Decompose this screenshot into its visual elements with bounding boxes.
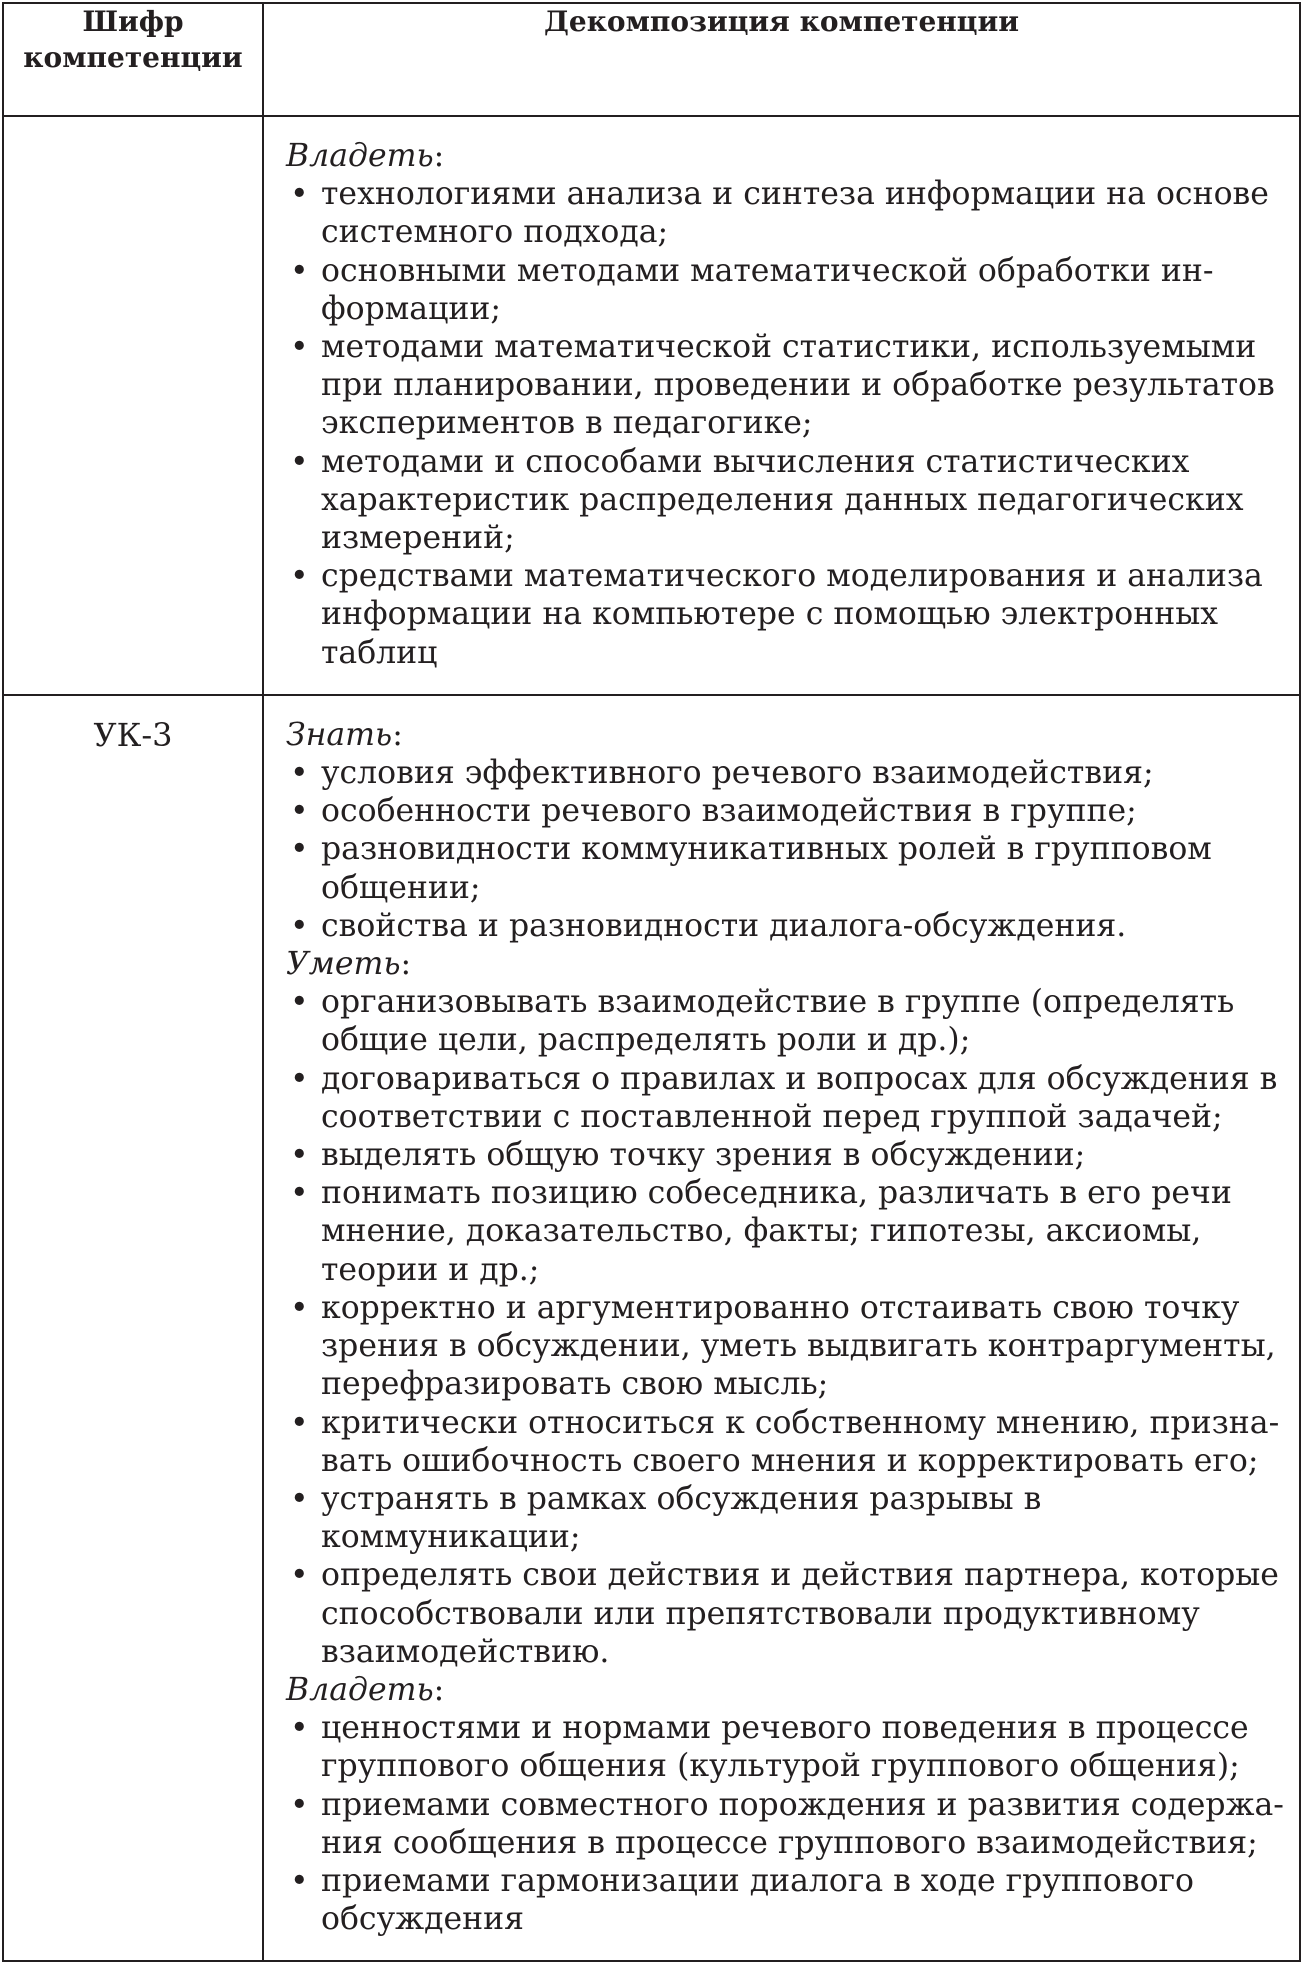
list-item (286, 1174, 1287, 1289)
skill-group (286, 945, 1287, 1671)
header-competency-code (3, 3, 263, 116)
bullet-icon: • (290, 984, 309, 1021)
competency-code-cell (3, 695, 263, 1962)
list-item (286, 1404, 1287, 1480)
header-competency-decomposition (263, 3, 1300, 116)
skill-group-colon: : (400, 946, 412, 983)
skill-group-label: Владеть (286, 138, 434, 174)
bullet-icon: • (290, 176, 309, 213)
list-item-text: выделять общую точку зрения в обсуждении; (321, 1137, 1086, 1174)
list-item (286, 754, 1287, 792)
bullet-icon: • (290, 558, 309, 595)
bullet-icon: • (290, 443, 309, 480)
bullet-icon: • (290, 252, 309, 289)
list-item (286, 557, 1287, 672)
header-decomposition-label: Декомпозиция компетенции (543, 5, 1020, 38)
list-item-text: приемами совместного порождения и развития содержания сообщения в процессе группового взаимодействия; (321, 1786, 1284, 1861)
table-header-row (3, 3, 1300, 116)
bullet-icon: • (290, 793, 309, 830)
skill-list (286, 983, 1287, 1671)
list-item (286, 907, 1287, 945)
list-item-text: договариваться о правилах и вопросах для обсуждения в соответствии с поставленной перед группой задачей; (321, 1060, 1278, 1135)
list-item-text: корректно и аргументированно отстаивать свою точку зрения в обсуждении, уметь выдвигать контраргументы, перефразировать свою мысль; (321, 1289, 1276, 1403)
list-item-text: устранять в рамках обсуждения разрывы в коммуникации; (321, 1480, 1042, 1556)
decomposition-cell (263, 695, 1300, 1962)
list-item-text: приемами гармонизации диалога в ходе группового обсуждения (321, 1862, 1195, 1938)
list-item (286, 1862, 1287, 1938)
bullet-icon: • (290, 831, 309, 868)
list-item-text: условия эффективного речевого взаимодействия; (321, 755, 1154, 792)
skill-group-title (286, 716, 1287, 754)
skill-group (286, 137, 1287, 672)
bullet-icon: • (290, 1557, 309, 1594)
bullet-icon: • (290, 1710, 309, 1747)
list-item (286, 328, 1287, 443)
bullet-icon: • (290, 1060, 309, 1097)
skill-group-colon: : (433, 1671, 445, 1708)
skill-group-title (286, 1671, 1287, 1709)
list-item (286, 830, 1287, 906)
list-item (286, 1060, 1287, 1136)
list-item-text: понимать позицию собеседника, различать в его речи мнение, доказательство, факты; гипотезы, аксиомы, теории и др.; (321, 1175, 1232, 1288)
list-item-text: разновидности коммуникативных ролей в групповом общении; (321, 831, 1212, 906)
list-item-text: организовывать взаимодействие в группе (определять общие цели, распределять роли и др.); (321, 984, 1235, 1059)
bullet-icon: • (290, 1480, 309, 1517)
table-row (3, 695, 1300, 1962)
list-item-text: критически относиться к собственному мнению, признавать ошибочность своего мнения и корректировать его; (321, 1404, 1280, 1479)
bullet-icon: • (290, 1862, 309, 1899)
header-competency-code-label: Шифр компетенции (23, 5, 243, 74)
skill-group-title (286, 137, 1287, 175)
skill-group-colon: : (392, 716, 403, 753)
list-item-text: свойства и разновидности диалога-обсуждения. (321, 907, 1127, 944)
bullet-icon: • (290, 1137, 309, 1174)
bullet-icon: • (290, 1404, 309, 1441)
bullet-icon: • (290, 1289, 309, 1326)
list-item (286, 1480, 1287, 1556)
skill-group-label: Знать (286, 716, 393, 753)
skill-list (286, 1709, 1287, 1938)
skill-group (286, 716, 1287, 945)
bullet-icon: • (290, 1786, 309, 1823)
list-item-text: средствами математического моделирования и анализа информации на компьютере с помощью электронных таблиц (321, 558, 1263, 671)
list-item (286, 443, 1287, 558)
bullet-icon: • (290, 1175, 309, 1212)
skill-list (286, 754, 1287, 945)
list-item-text: технологиями анализа и синтеза информации на основе системного подхода; (321, 176, 1269, 251)
list-item-text: особенности речевого взаимодействия в группе; (321, 793, 1137, 830)
list-item (286, 1709, 1287, 1785)
competency-code-cell (3, 116, 263, 695)
decomposition-cell (263, 116, 1300, 695)
table-row (3, 116, 1300, 695)
list-item-text: методами математической статистики, используемыми при планировании, проведении и обработке результатов экспериментов в педагогике; (321, 329, 1275, 442)
list-item-text: методами и способами вычисления статистических характеристик распределения данных педагогических измерений; (321, 443, 1244, 557)
list-item (286, 1289, 1287, 1404)
list-item (286, 1136, 1287, 1174)
bullet-icon: • (290, 755, 309, 792)
list-item (286, 1786, 1287, 1862)
list-item (286, 792, 1287, 830)
skill-group-label: Владеть (286, 1671, 434, 1708)
skill-group-label: Уметь (286, 946, 401, 983)
skill-group (286, 1671, 1287, 1938)
list-item (286, 175, 1287, 251)
list-item-text: ценностями и нормами речевого поведения в процессе группового общения (культурой группового общения); (321, 1710, 1249, 1785)
list-item (286, 983, 1287, 1059)
skill-group-colon: : (433, 138, 445, 174)
competency-table (2, 2, 1301, 1962)
skill-group-title (286, 945, 1287, 983)
list-item (286, 1556, 1287, 1671)
skill-list (286, 175, 1287, 672)
list-item-text: определять свои действия и действия партнера, которые способствовали или препятствовали продуктивному взаимодействию. (321, 1557, 1279, 1670)
competency-code: УК-3 (93, 715, 173, 754)
list-item (286, 252, 1287, 328)
list-item-text: основными методами математической обработки информации; (321, 252, 1214, 327)
bullet-icon: • (290, 907, 309, 944)
bullet-icon: • (290, 329, 309, 366)
